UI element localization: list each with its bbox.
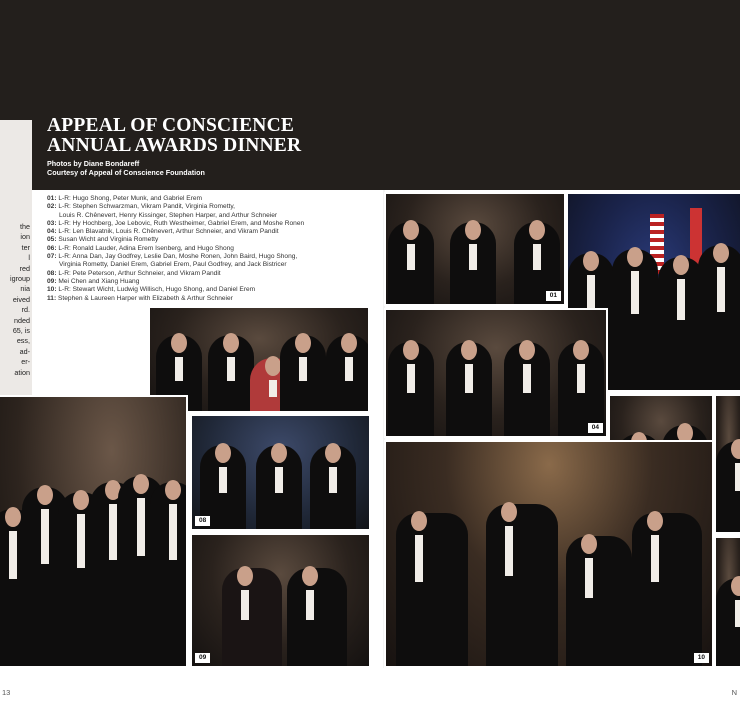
caption-item: 07: L-R: Anna Dan, Jay Godfrey, Leslie Dan, Moshe Ronen, John Baird, Hugo Shong, Virginia Rometty, Daniel Erem, Gabriel Erem, Paul Godfrey, and Jack Bistricer <box>47 253 298 269</box>
photo-11 <box>714 536 740 668</box>
photo-08 <box>190 414 371 531</box>
caption-item: 11: Stephen & Laureen Harper with Elizabeth & Arthur Schneier <box>47 294 233 302</box>
title-line: ANNUAL AWARDS DINNER <box>47 135 302 156</box>
person-figure <box>208 335 254 413</box>
person-figure <box>716 578 740 668</box>
caption-item: 09: Mei Chen and Xiang Huang <box>47 277 140 285</box>
credit-courtesy: Courtesy of Appeal of Conscience Foundation <box>47 168 205 177</box>
side-column-text: the ion ter l red igroup nia eived rd. nded 65, is ess, ad- er- ation <box>10 222 30 377</box>
person-figure <box>222 568 282 668</box>
person-figure <box>388 222 434 306</box>
photo-number: 04 <box>588 423 603 433</box>
person-figure <box>446 342 492 438</box>
photo-01 <box>384 192 566 306</box>
person-figure <box>698 245 740 392</box>
photo-number: 10 <box>694 653 709 663</box>
photo-number: 08 <box>195 516 210 526</box>
person-figure <box>632 513 702 668</box>
photo-09 <box>190 533 371 668</box>
credit-photographer: Photos by Diane Bondareff <box>47 159 140 168</box>
photo-06 <box>714 394 740 534</box>
person-figure <box>287 568 347 668</box>
caption-item: 10: L-R: Stewart Wicht, Ludwig Willisch, Hugo Shong, and Daniel Erem <box>47 286 256 294</box>
person-figure <box>566 536 632 668</box>
person-figure <box>326 335 370 413</box>
title-line: APPEAL OF CONSCIENCE <box>47 115 295 136</box>
person-figure <box>396 513 468 668</box>
person-figure <box>280 335 326 413</box>
person-figure <box>612 249 658 392</box>
person-figure <box>150 482 188 668</box>
person-figure <box>716 441 740 534</box>
page-number-right: N <box>731 688 737 697</box>
person-figure <box>504 342 550 438</box>
caption-item: 04: L-R: Len Blavatnik, Louis R. Chênevert, Arthur Schneier, and Vikram Pandit <box>47 228 279 236</box>
photo-number: 09 <box>195 653 210 663</box>
person-figure <box>450 222 496 306</box>
photo-07 <box>0 395 188 668</box>
article-title <box>47 116 377 156</box>
photo-number: 01 <box>546 291 561 301</box>
person-figure <box>310 445 356 531</box>
caption-item: 06: L-R: Ronald Lauder, Adina Erem Isenberg, and Hugo Shong <box>47 244 234 252</box>
photo-04 <box>384 308 608 438</box>
caption-item: 08: L-R: Pete Peterson, Arthur Schneier, and Vikram Pandit <box>47 269 221 277</box>
person-figure <box>256 445 302 531</box>
page-number-left: 13 <box>2 688 11 697</box>
caption-list <box>47 195 347 303</box>
photo-credits <box>47 159 205 177</box>
person-figure <box>486 504 558 668</box>
caption-item: 05: Susan Wicht and Virginia Rometty <box>47 236 159 244</box>
person-figure <box>388 342 434 438</box>
caption-item: 01: L-R: Hugo Shong, Peter Munk, and Gabriel Erem <box>47 195 203 202</box>
photo-10 <box>384 440 714 668</box>
caption-item: 02: L-R: Stephen Schwarzman, Vikram Pandit, Virginia Rometty, Louis R. Chênevert, Henry Kissinger, Stephen Harper, and Arthur Schneier <box>47 203 278 219</box>
caption-item: 03: L-R: Hy Hochberg, Joe Lebovic, Ruth Westheimer, Gabriel Erem, and Moshe Ronen <box>47 219 305 227</box>
